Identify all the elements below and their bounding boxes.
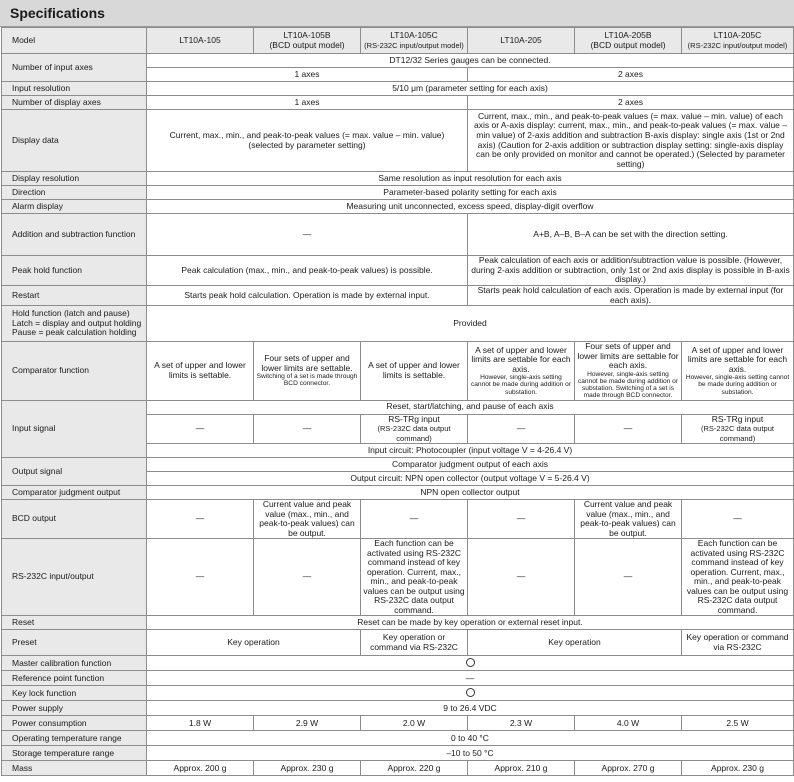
table-cell: — (575, 414, 682, 444)
table-cell: Approx. 230 g (682, 761, 794, 776)
table-cell: 9 to 26.4 VDC (147, 701, 794, 716)
table-cell: Input circuit: Photocoupler (input voltage V = 4-26.4 V) (147, 444, 794, 458)
table-row (2, 746, 794, 761)
table-cell: Key operation (468, 630, 682, 656)
table-cell: Four sets of upper and lower limits are settable for each axis. However, single-axis setting cannot be made during addition or substation. Switching of a set is made through BCD connector. (575, 342, 682, 401)
row-label: Display resolution (2, 172, 147, 186)
table-cell: — (468, 500, 575, 539)
table-cell: Peak calculation (max., min., and peak-to-peak values) is possible. (147, 256, 468, 286)
circle-icon (466, 688, 475, 697)
table-cell: — (147, 539, 254, 616)
row-label: Master calibration function (2, 656, 147, 671)
row-label: Comparator judgment output (2, 486, 147, 500)
row-label: Operating temperature range (2, 731, 147, 746)
row-label: Input resolution (2, 82, 147, 96)
table-cell: 2.5 W (682, 716, 794, 731)
row-label: Reference point function (2, 671, 147, 686)
table-cell: Parameter-based polarity setting for each axis (147, 186, 794, 200)
row-label: Direction (2, 186, 147, 200)
table-cell: Reset can be made by key operation or external reset input. (147, 616, 794, 630)
row-label: Addition and subtraction function (2, 214, 147, 256)
table-cell: — (254, 539, 361, 616)
row-label: Storage temperature range (2, 746, 147, 761)
row-label: Input signal (2, 400, 147, 458)
table-cell: Current, max., min., and peak-to-peak values (= max. value – min. value) (selected by parameter setting) (147, 110, 468, 172)
table-row (2, 616, 794, 630)
table-cell: — (147, 671, 794, 686)
table-cell: Output circuit: NPN open collector (output voltage V = 5-26.4 V) (147, 472, 794, 486)
table-row (2, 671, 794, 686)
table-cell: Approx. 200 g (147, 761, 254, 776)
table-cell (147, 686, 794, 701)
row-label: Power consumption (2, 716, 147, 731)
row-label: Output signal (2, 458, 147, 486)
table-cell: Current value and peak value (max., min., and peak-to-peak values) can be output. (254, 500, 361, 539)
table-cell: — (468, 414, 575, 444)
table-cell: Key operation (147, 630, 361, 656)
table-cell: Approx. 270 g (575, 761, 682, 776)
table-cell: A set of upper and lower limits is settable. (361, 342, 468, 401)
row-label: Preset (2, 630, 147, 656)
table-cell: Key operation or command via RS-232C (682, 630, 794, 656)
row-label: Number of input axes (2, 54, 147, 82)
model-header: LT10A-205C (RS-232C input/output model) (682, 28, 794, 54)
table-row (2, 200, 794, 214)
table-cell: 0 to 40 °C (147, 731, 794, 746)
table-cell: 5/10 μm (parameter setting for each axis) (147, 82, 794, 96)
table-cell: A set of upper and lower limits are settable for each axis. However, single-axis setting cannot be made during addition or substation. (682, 342, 794, 401)
table-cell: Current value and peak value (max., min., and peak-to-peak values) can be output. (575, 500, 682, 539)
row-label: Number of display axes (2, 96, 147, 110)
table-row (2, 630, 794, 656)
row-label: Hold function (latch and pause) Latch = display and output holding Pause = peak calculation holding (2, 306, 147, 342)
table-cell: 2.9 W (254, 716, 361, 731)
table-row (2, 110, 794, 172)
table-cell: — (468, 539, 575, 616)
table-cell: Key operation or command via RS-232C (361, 630, 468, 656)
header-label: Model (2, 28, 147, 54)
row-label: RS-232C input/output (2, 539, 147, 616)
table-row (2, 286, 794, 306)
table-cell: 2.3 W (468, 716, 575, 731)
table-cell: Starts peak hold calculation. Operation is made by external input. (147, 286, 468, 306)
table-cell: Starts peak hold calculation of each axis. Operation is made by external input (for each axis). (468, 286, 794, 306)
table-cell: Current, max., min., and peak-to-peak values (= max. value – min. value) of each axis or A-axis display: current, max., min., and peak-to-peak values (= max. value – min value) of 2-axis addition and subtraction B-axis display: single axis (1st or 2nd axis) (Caution for 2-axis addition or subtraction display setting: single-axis display can be only provided on monitor and cannot be operated.) (Selected by parameter setting) (468, 110, 794, 172)
circle-icon (466, 658, 475, 667)
table-row (2, 686, 794, 701)
table-row (2, 486, 794, 500)
table-cell: A set of upper and lower limits are settable for each axis. However, single-axis setting cannot be made during addition or substation. (468, 342, 575, 401)
table-cell: 2.0 W (361, 716, 468, 731)
table-cell: Four sets of upper and lower limits are settable. Switching of a set is made through BCD connector. (254, 342, 361, 401)
table-cell: 1 axes (147, 96, 468, 110)
table-cell: — (575, 539, 682, 616)
table-cell: — (147, 414, 254, 444)
table-cell: Reset, start/latching, and pause of each axis (147, 400, 794, 414)
table-cell (147, 656, 794, 671)
table-cell: A+B, A–B, B–A can be set with the direction setting. (468, 214, 794, 256)
table-cell: Each function can be activated using RS-232C command instead of key operation. Current, max., min., and peak-to-peak values can be output using RS-232C data output command. (361, 539, 468, 616)
table-cell: Approx. 230 g (254, 761, 361, 776)
table-cell: 1.8 W (147, 716, 254, 731)
table-row (2, 306, 794, 342)
table-row (2, 500, 794, 539)
model-header: LT10A-105B (BCD output model) (254, 28, 361, 54)
row-label: Alarm display (2, 200, 147, 214)
row-label: Peak hold function (2, 256, 147, 286)
table-row (2, 342, 794, 401)
table-row (2, 458, 794, 472)
row-label: Restart (2, 286, 147, 306)
table-row (2, 400, 794, 414)
table-row (2, 186, 794, 200)
table-cell: Approx. 210 g (468, 761, 575, 776)
table-cell: RS-TRg input (RS-232C data output command) (682, 414, 794, 444)
table-cell: 1 axes (147, 68, 468, 82)
table-cell: 2 axes (468, 96, 794, 110)
spec-table (1, 27, 794, 776)
table-row (2, 716, 794, 731)
table-cell: Each function can be activated using RS-232C command instead of key operation. Current, max., min., and peak-to-peak values can be output using RS-232C data output command. (682, 539, 794, 616)
table-row (2, 656, 794, 671)
table-cell: NPN open collector output (147, 486, 794, 500)
table-cell: 4.0 W (575, 716, 682, 731)
table-cell: A set of upper and lower limits is settable. (147, 342, 254, 401)
table-cell: — (254, 414, 361, 444)
model-header: LT10A-105 (147, 28, 254, 54)
table-row (2, 701, 794, 716)
row-label: Mass (2, 761, 147, 776)
row-label: BCD output (2, 500, 147, 539)
table-cell: — (361, 500, 468, 539)
row-label: Comparator function (2, 342, 147, 401)
row-label: Key lock function (2, 686, 147, 701)
table-row (2, 761, 794, 776)
table-cell: — (682, 500, 794, 539)
table-row (2, 172, 794, 186)
table-cell: — (147, 500, 254, 539)
table-row (2, 731, 794, 746)
table-row (2, 28, 794, 54)
row-label: Power supply (2, 701, 147, 716)
table-cell: 2 axes (468, 68, 794, 82)
model-header: LT10A-205 (468, 28, 575, 54)
table-cell: –10 to 50 °C (147, 746, 794, 761)
table-row (2, 539, 794, 616)
table-row (2, 82, 794, 96)
table-cell: — (147, 214, 468, 256)
table-cell: Peak calculation of each axis or addition/subtraction value is possible. (However, during 2-axis addition or subtraction, only 1st or 2nd axis display is possible in B-axis display.) (468, 256, 794, 286)
table-row (2, 96, 794, 110)
table-cell: DT12/32 Series gauges can be connected. (147, 54, 794, 68)
table-cell: Same resolution as input resolution for each axis (147, 172, 794, 186)
model-header: LT10A-105C (RS-232C input/output model) (361, 28, 468, 54)
table-cell: Measuring unit unconnected, excess speed, display-digit overflow (147, 200, 794, 214)
page-title: Specifications (0, 0, 794, 27)
table-row (2, 256, 794, 286)
model-header: LT10A-205B (BCD output model) (575, 28, 682, 54)
table-cell: Approx. 220 g (361, 761, 468, 776)
table-cell: Provided (147, 306, 794, 342)
row-label: Display data (2, 110, 147, 172)
table-cell: RS-TRg input (RS-232C data output command) (361, 414, 468, 444)
row-label: Reset (2, 616, 147, 630)
table-row (2, 214, 794, 256)
table-row (2, 54, 794, 68)
table-cell: Comparator judgment output of each axis (147, 458, 794, 472)
